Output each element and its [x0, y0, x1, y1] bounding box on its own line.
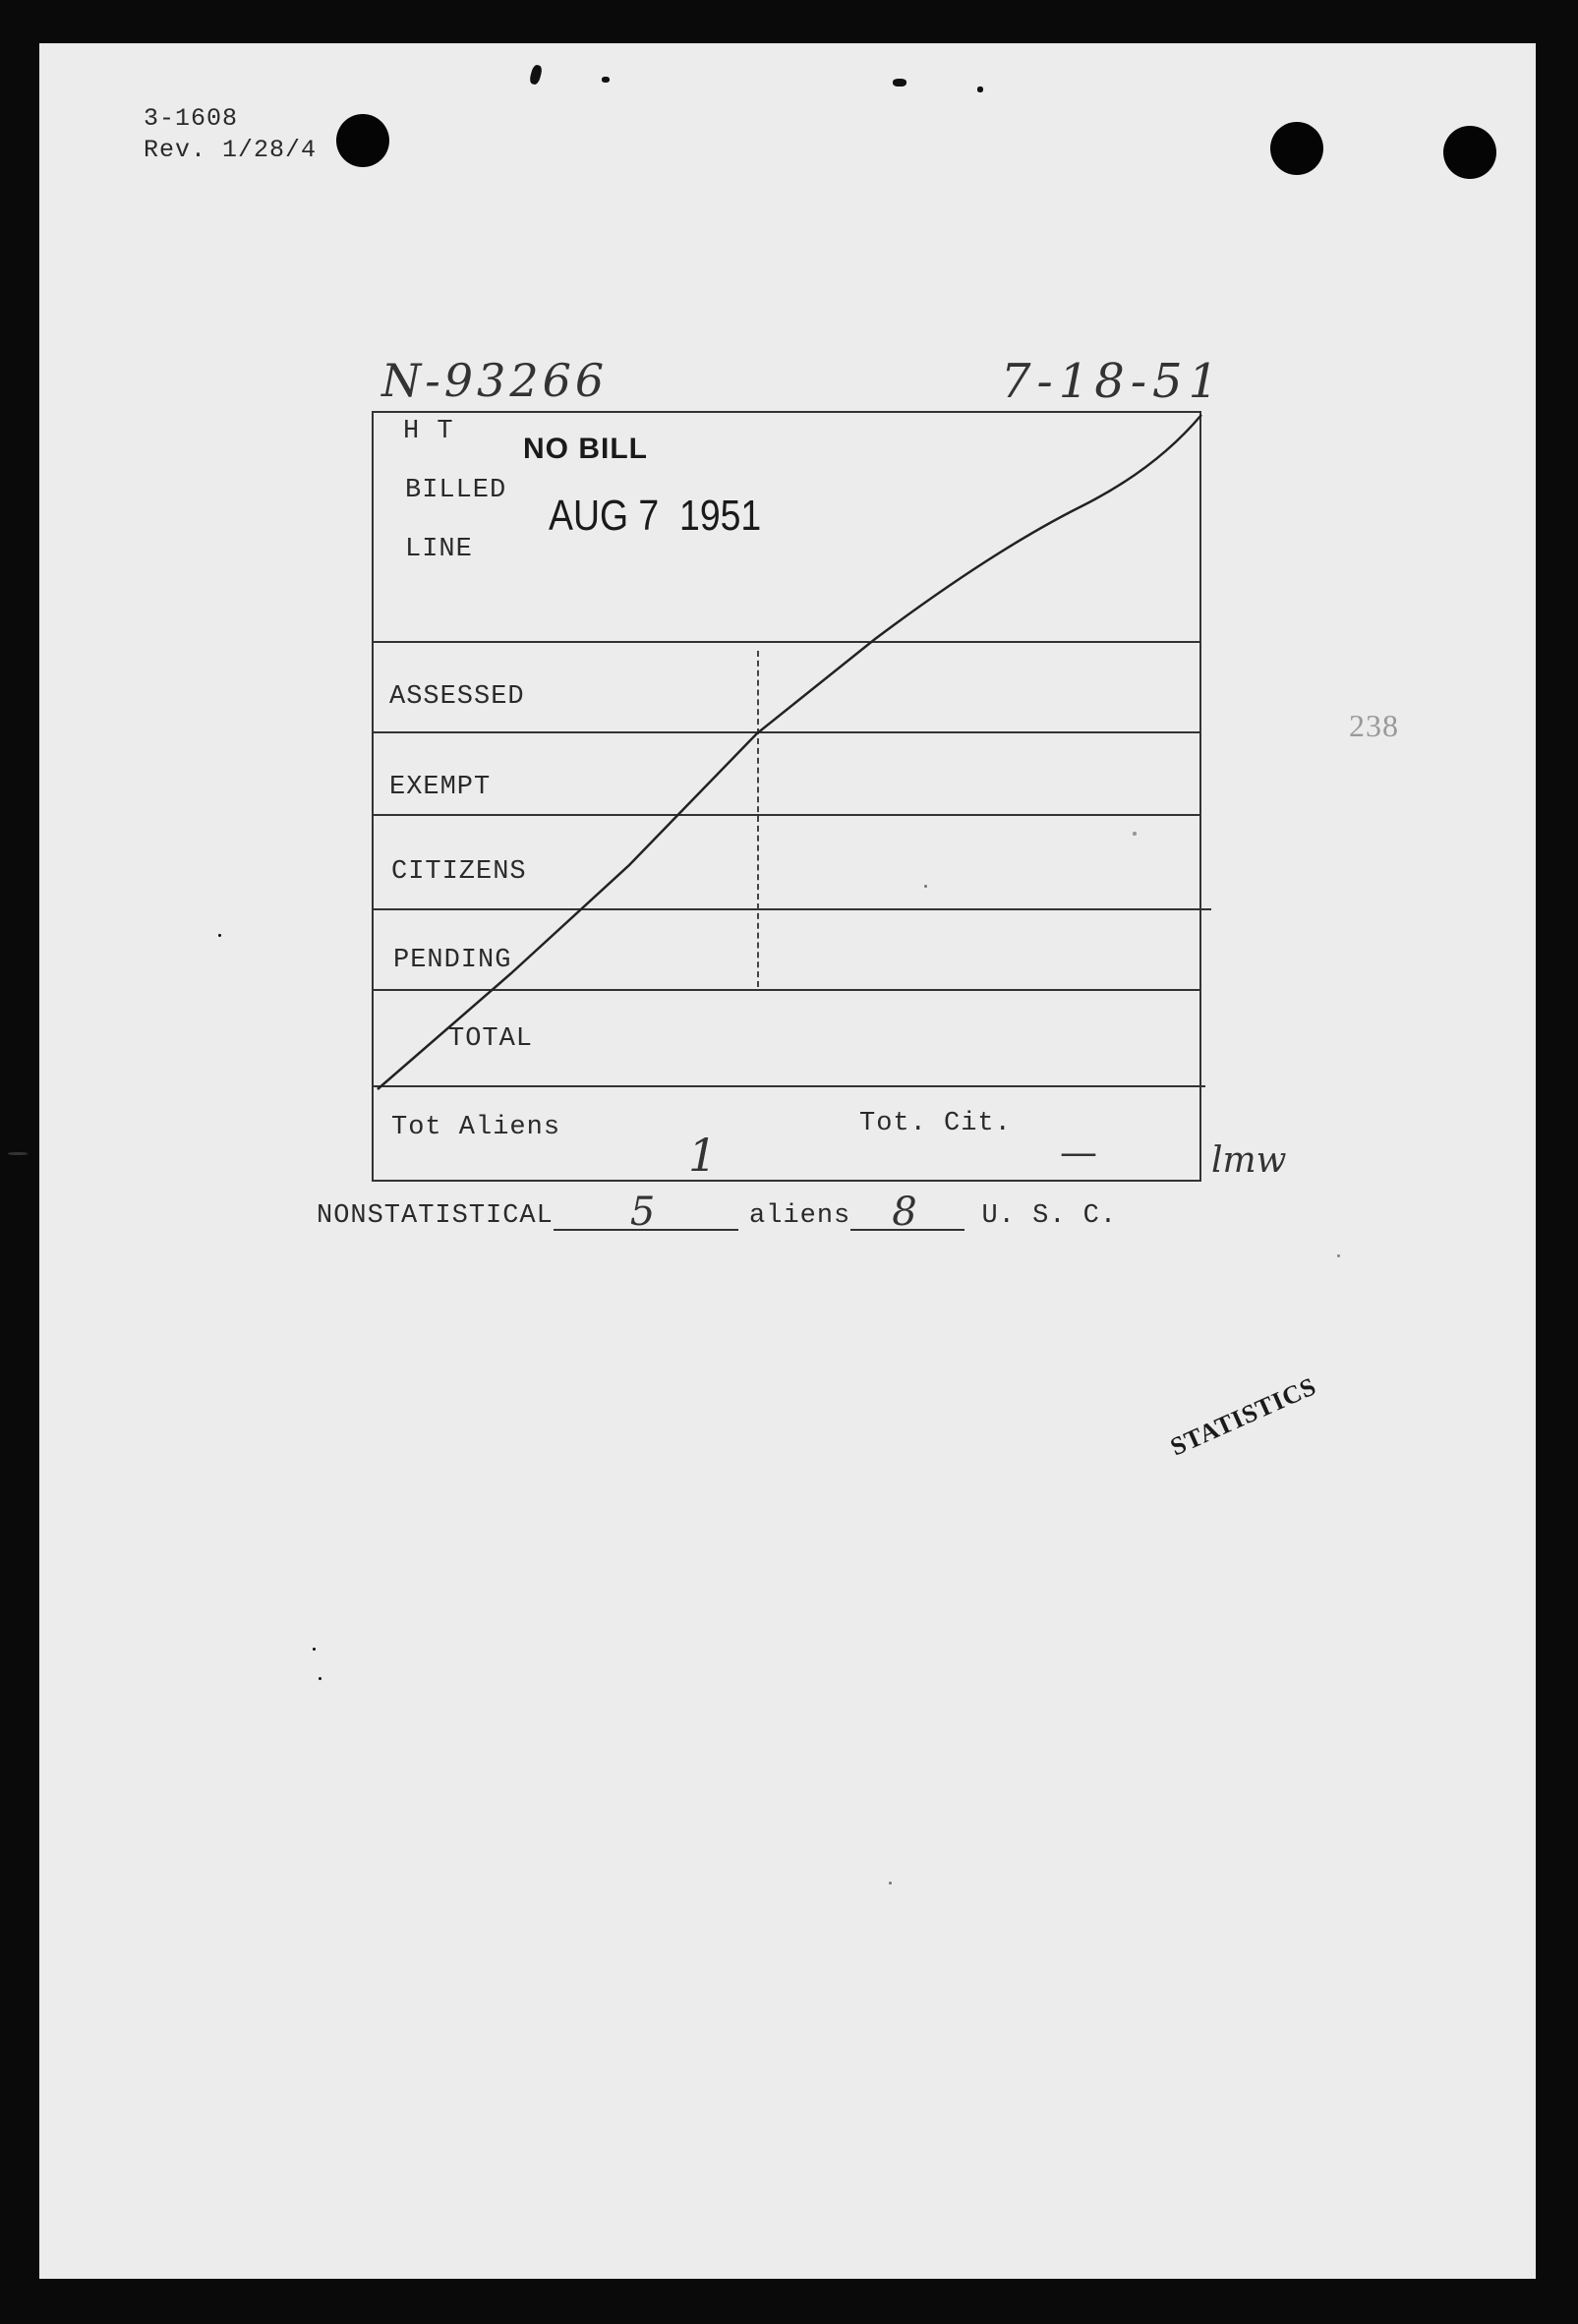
handwritten-date: 7-18-51: [1001, 354, 1225, 409]
citizens-label: CITIZENS: [391, 857, 527, 887]
form-revision: Rev. 1/28/4: [144, 136, 318, 164]
paper-speck: [218, 934, 221, 937]
ht-label: H T: [403, 417, 454, 446]
billed-label: BILLED: [405, 476, 507, 505]
aliens-value: 5: [629, 1190, 657, 1235]
usc-blank: [850, 1190, 964, 1235]
date-stamp: AUG 7 1951: [549, 492, 762, 540]
tot-cit-label: Tot. Cit.: [859, 1109, 1012, 1138]
file-number: N-93266: [381, 354, 609, 407]
initials: lmw: [1211, 1140, 1287, 1181]
page-number: 238: [1349, 708, 1399, 743]
aliens-label: aliens: [749, 1201, 851, 1231]
line-label: LINE: [405, 535, 473, 564]
total-label: TOTAL: [448, 1024, 534, 1054]
paper-speck: [319, 1677, 321, 1680]
tot-aliens-label: Tot Aliens: [391, 1113, 561, 1142]
usc-label: U. S. C.: [981, 1201, 1118, 1231]
statistics-stamp: STATISTICS: [1166, 1371, 1321, 1462]
edge-mark: [8, 1152, 28, 1155]
form-number: 3-1608: [144, 104, 239, 133]
exempt-label: EXEMPT: [389, 773, 492, 802]
nonstatistical-label: NONSTATISTICAL: [317, 1201, 554, 1231]
usc-value: 8: [892, 1190, 918, 1235]
tot-aliens-value: 1: [688, 1129, 718, 1182]
nonstatistical-line: [317, 1190, 1118, 1235]
assessed-label: ASSESSED: [389, 682, 525, 712]
paper-speck: [313, 1648, 316, 1651]
paper-speck: [924, 885, 927, 888]
no-bill-stamp: NO BILL: [523, 433, 648, 465]
pending-label: PENDING: [393, 946, 512, 975]
paper-speck: [889, 1882, 892, 1885]
paper-speck: [1337, 1254, 1340, 1257]
tot-cit-value: —: [1060, 1131, 1097, 1174]
aliens-blank: [554, 1190, 738, 1235]
paper-speck: [1133, 832, 1137, 836]
